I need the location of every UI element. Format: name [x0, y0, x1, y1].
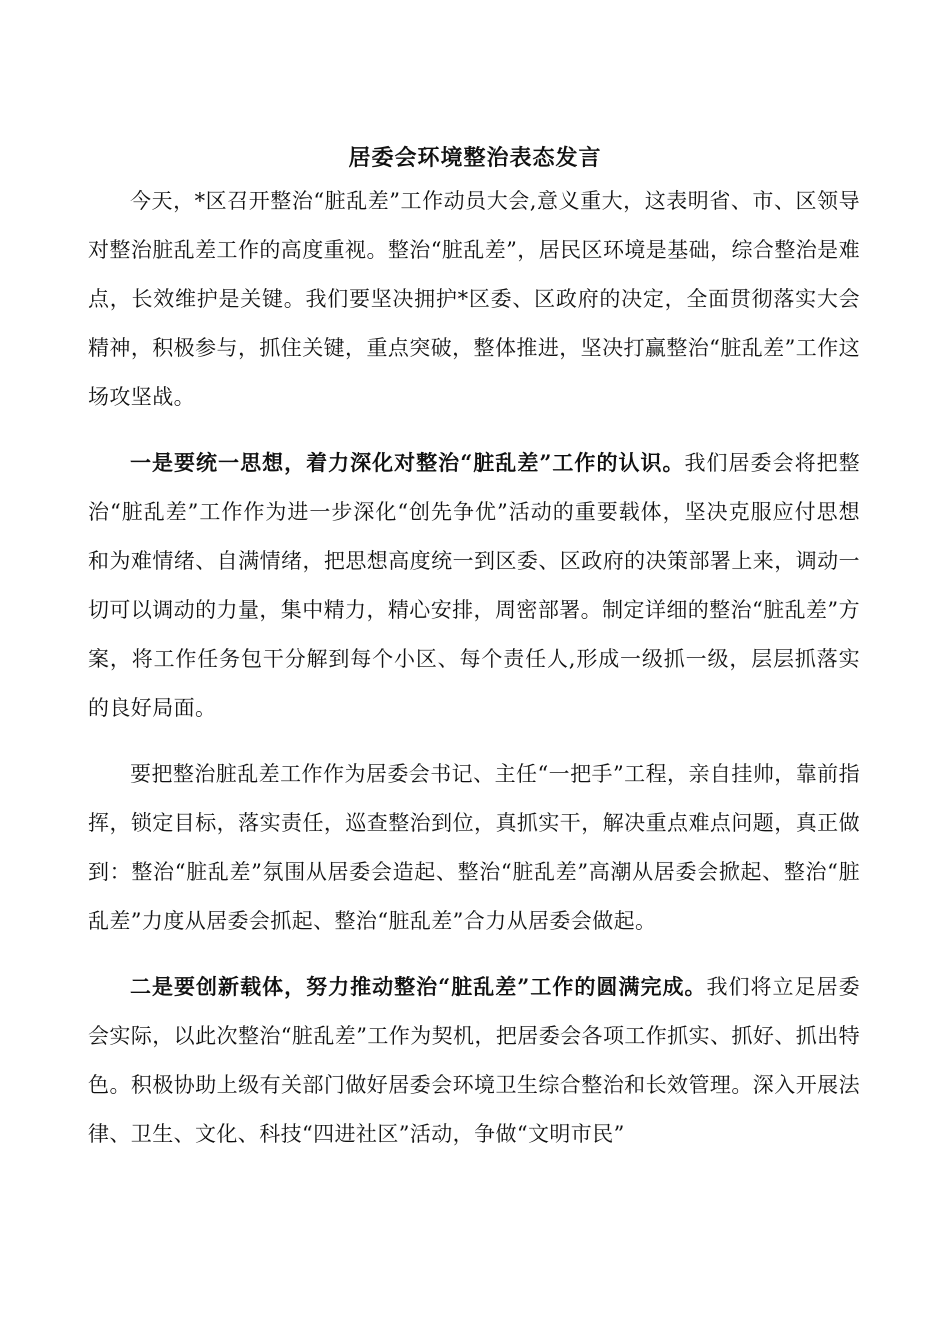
document-body	[88, 176, 860, 1175]
paragraph-4-text: 我们将立足居委会实际，以此次整治“脏乱差”工作为契机，把居委会各项工作抓实、抓好、抓出特色。积极协助上级有关部门做好居委会环境卫生综合整治和长效管理。深入开展法律、卫生、文化、科技“四进社区”活动，争做“文明市民”	[88, 975, 860, 1146]
paragraph-2-text: 我们居委会将把整治“脏乱差”工作作为进一步深化“创先争优”活动的重要载体，坚决克服应付思想和为难情绪、自满情绪，把思想高度统一到区委、区政府的决策部署上来，调动一切可以调动的力量，集中精力，精心安排，周密部署。制定详细的整治“脏乱差”方案，将工作任务包干分解到每个小区、每个责任人,形成一级抓一级，层层抓落实的良好局面。	[88, 451, 860, 720]
paragraph-2	[88, 438, 860, 733]
paragraph-3-text: 要把整治脏乱差工作作为居委会书记、主任“一把手”工程，亲自挂帅，靠前指挥，锁定目标，落实责任，巡查整治到位，真抓实干，解决重点难点问题，真正做到：整治“脏乱差”氛围从居委会造起、整治“脏乱差”高潮从居委会掀起、整治“脏乱差”力度从居委会抓起、整治“脏乱差”合力从居委会做起。	[88, 762, 860, 933]
paragraph-1	[88, 176, 860, 422]
paragraph-4	[88, 962, 860, 1159]
document-title: 居委会环境整治表态发言	[348, 145, 602, 171]
paragraph-1-text: 今天，*区召开整治“脏乱差”工作动员大会,意义重大，这表明省、市、区领导对整治脏乱差工作的高度重视。整治“脏乱差”，居民区环境是基础，综合整治是难点，长效维护是关键。我们要坚决拥护*区委、区政府的决定，全面贯彻落实大会精神，积极参与，抓住关键，重点突破，整体推进，坚决打赢整治“脏乱差”工作这场攻坚战。	[88, 189, 860, 409]
paragraph-2-lead: 一是要统一思想，着力深化对整治“脏乱差”工作的认识。	[130, 450, 685, 475]
paragraph-4-lead: 二是要创新载体，努力推动整治“脏乱差”工作的圆满完成。	[130, 974, 707, 999]
paragraph-3	[88, 749, 860, 946]
